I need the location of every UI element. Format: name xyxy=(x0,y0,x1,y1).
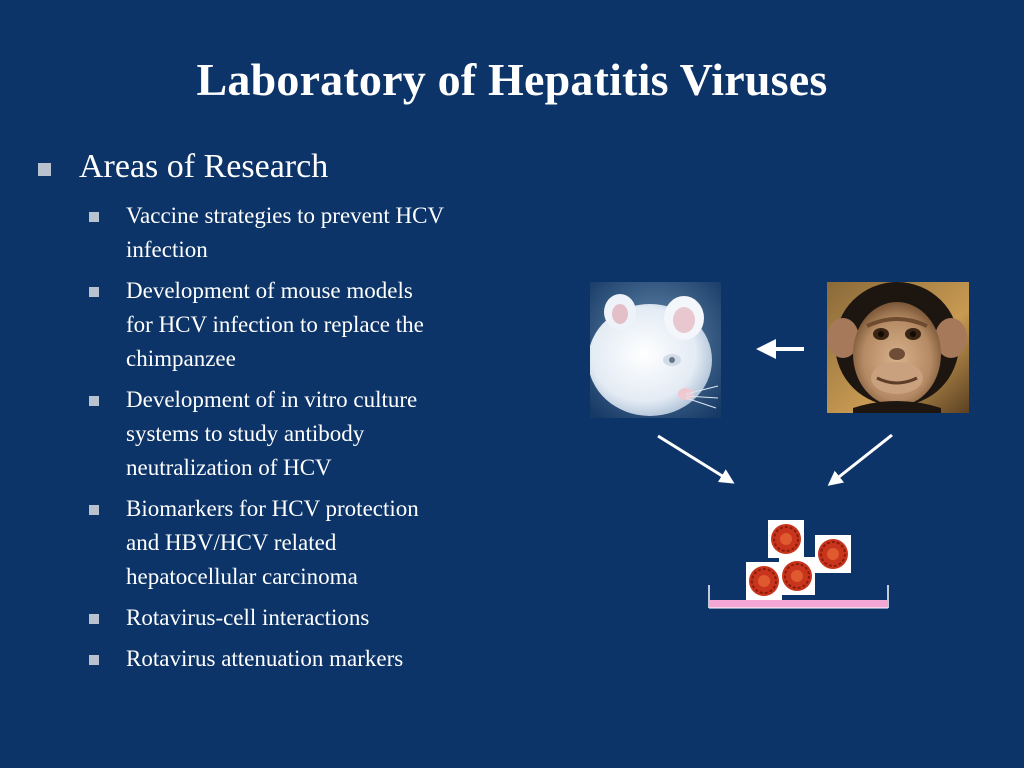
list-item xyxy=(89,274,529,376)
arrow-icon xyxy=(658,436,732,482)
main-bullet-text: Areas of Research xyxy=(79,148,329,185)
virus-particle-icon xyxy=(779,557,815,595)
research-diagram xyxy=(570,270,990,630)
list-item-text: Rotavirus-cell interactions xyxy=(126,605,370,630)
virus-particle-icon xyxy=(768,520,804,558)
virus-particle-icon xyxy=(815,535,851,573)
square-bullet-icon xyxy=(89,655,99,665)
list-item xyxy=(89,642,529,676)
list-item-text: Vaccine strategies to prevent HCV infection xyxy=(126,203,445,262)
list-item-text: Development of in vitro culture systems to study antibody neutralization of HCV xyxy=(126,387,418,480)
square-bullet-icon xyxy=(89,614,99,624)
square-bullet-icon xyxy=(89,212,99,222)
list-item xyxy=(89,601,529,635)
main-bullet xyxy=(38,144,328,190)
sub-bullet-list xyxy=(89,199,529,683)
list-item-text: Biomarkers for HCV protection and HBV/HCV related hepatocellular carcinoma xyxy=(126,496,419,589)
list-item xyxy=(89,199,529,267)
square-bullet-icon xyxy=(89,396,99,406)
square-bullet-icon xyxy=(89,287,99,297)
arrows-and-dish xyxy=(570,270,990,630)
list-item-text: Rotavirus attenuation markers xyxy=(126,646,404,671)
list-item-text: Development of mouse models for HCV infection to replace the chimpanzee xyxy=(126,278,424,371)
square-bullet-icon xyxy=(38,163,51,176)
arrow-icon xyxy=(830,435,892,484)
list-item xyxy=(89,492,529,594)
slide-title: Laboratory of Hepatitis Viruses xyxy=(196,54,828,105)
virus-particle-icon xyxy=(746,562,782,600)
list-item xyxy=(89,383,529,485)
square-bullet-icon xyxy=(89,505,99,515)
